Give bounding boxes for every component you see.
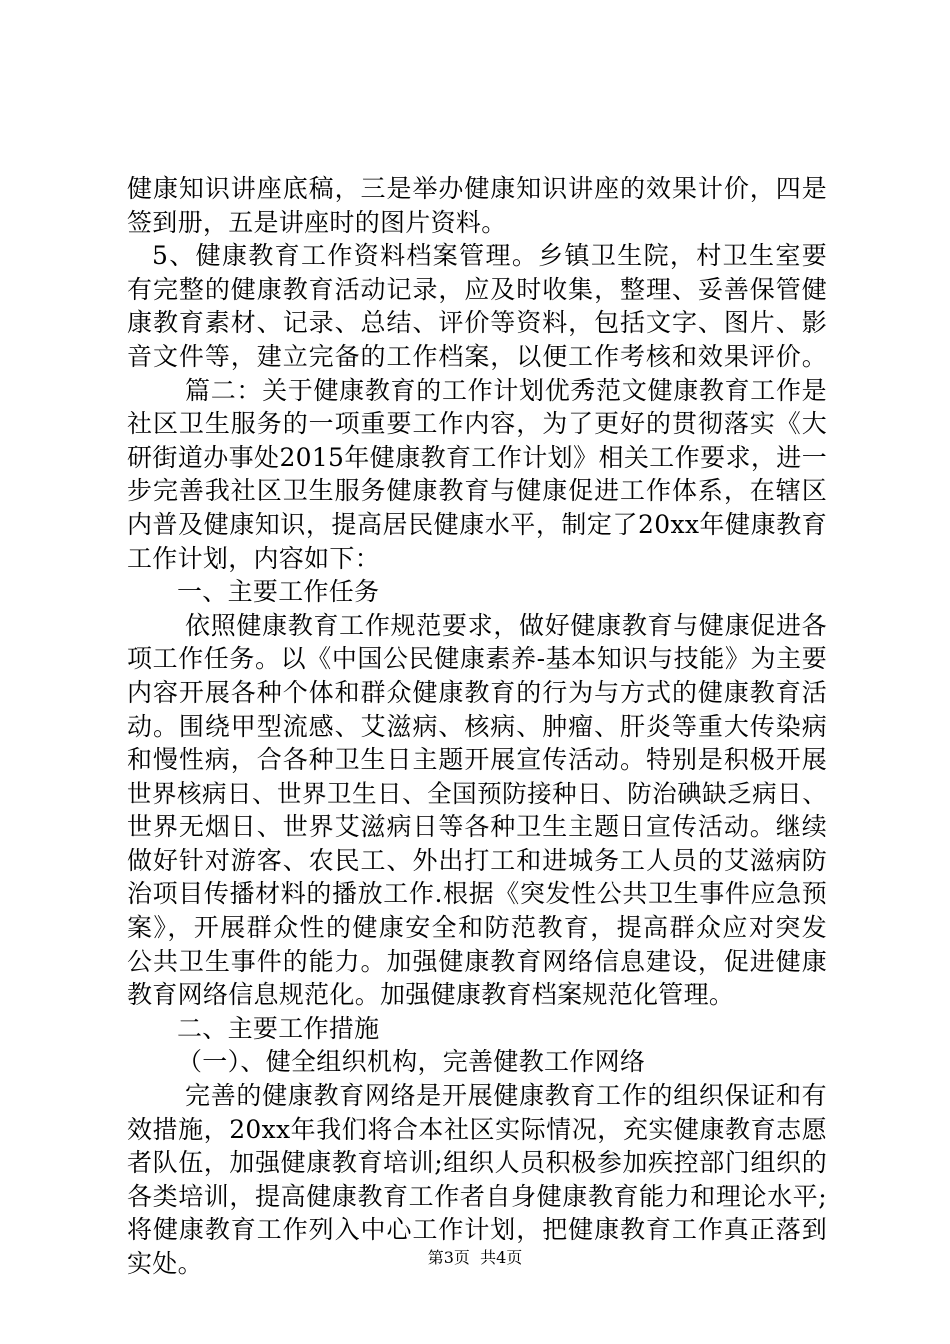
text-line: 做好针对游客、农民工、外出打工和进城务工人员的艾滋病防 [127, 845, 827, 875]
text-line: 步完善我社区卫生服务健康教育与健康促进工作体系，在辖区 [127, 476, 827, 506]
text-line: 研街道办事处2015年健康教育工作计划》相关工作要求，进一 [127, 442, 827, 472]
text-line: 5、健康教育工作资料档案管理。乡镇卫生院，村卫生室要 [152, 241, 827, 271]
text-line: 治项目传播材料的播放工作.根据《突发性公共卫生事件应急预 [127, 879, 827, 909]
page-footer: 第3页 共4页 [427, 1248, 523, 1267]
text-line: 将健康教育工作列入中心工作计划，把健康教育工作真正落到 [127, 1215, 827, 1245]
text-line: 康教育素材、记录、总结、评价等资料，包括文字、图片、影 [127, 308, 827, 338]
document-body [127, 172, 827, 1281]
text-line: 效措施，20xx年我们将合本社区实际情况，充实健康教育志愿 [127, 1114, 827, 1144]
text-line: 公共卫生事件的能力。加强健康教育网络信息建设，促进健康 [127, 946, 827, 976]
text-line: 签到册，五是讲座时的图片资料。 [127, 207, 507, 237]
text-line: 教育网络信息规范化。加强健康教育档案规范化管理。 [127, 980, 735, 1010]
text-line: 世界无烟日、世界艾滋病日等各种卫生主题日宣传活动。继续 [127, 812, 827, 842]
text-line: 内普及健康知识，提高居民健康水平，制定了20xx年健康教育 [127, 509, 827, 539]
text-line: 完善的健康教育网络是开展健康教育工作的组织保证和有 [185, 1081, 827, 1111]
text-line: 和慢性病，合各种卫生日主题开展宣传活动。特别是积极开展 [127, 745, 827, 775]
text-line: 篇二：关于健康教育的工作计划优秀范文健康教育工作是 [185, 375, 827, 405]
text-line: 项工作任务。以《中国公民健康素养-基本知识与技能》为主要 [127, 644, 827, 674]
text-line: 健康知识讲座底稿，三是举办健康知识讲座的效果计价，四是 [127, 174, 827, 203]
text-line: 依照健康教育工作规范要求，做好健康教育与健康促进各 [185, 610, 827, 640]
text-line: 音文件等，建立完备的工作档案，以便工作考核和效果评价。 [127, 341, 827, 371]
text-line: 动。围绕甲型流感、艾滋病、核病、肿瘤、肝炎等重大传染病 [127, 711, 827, 741]
text-line: 世界核病日、世界卫生日、全国预防接种日、防治碘缺乏病日、 [127, 778, 827, 808]
text-line: 社区卫生服务的一项重要工作内容，为了更好的贯彻落实《大 [127, 409, 827, 439]
text-line: 案》，开展群众性的健康安全和防范教育，提高群众应对突发 [127, 913, 827, 943]
text-line: 者队伍，加强健康教育培训;组织人员积极参加疾控部门组织的 [127, 1148, 827, 1178]
text-line: （一）、健全组织机构，完善健教工作网络 [177, 1047, 646, 1077]
text-line: 内容开展各种个体和群众健康教育的行为与方式的健康教育活 [127, 677, 827, 707]
text-line: 工作计划，内容如下： [127, 543, 381, 573]
text-line: 实处。 [127, 1249, 203, 1278]
text-line: 有完整的健康教育活动记录，应及时收集，整理、妥善保管健 [127, 274, 827, 304]
text-line: 各类培训，提高健康教育工作者自身健康教育能力和理论水平; [127, 1181, 827, 1211]
text-line: 一、主要工作任务 [177, 577, 380, 607]
text-line: 二、主要工作措施 [177, 1013, 380, 1043]
